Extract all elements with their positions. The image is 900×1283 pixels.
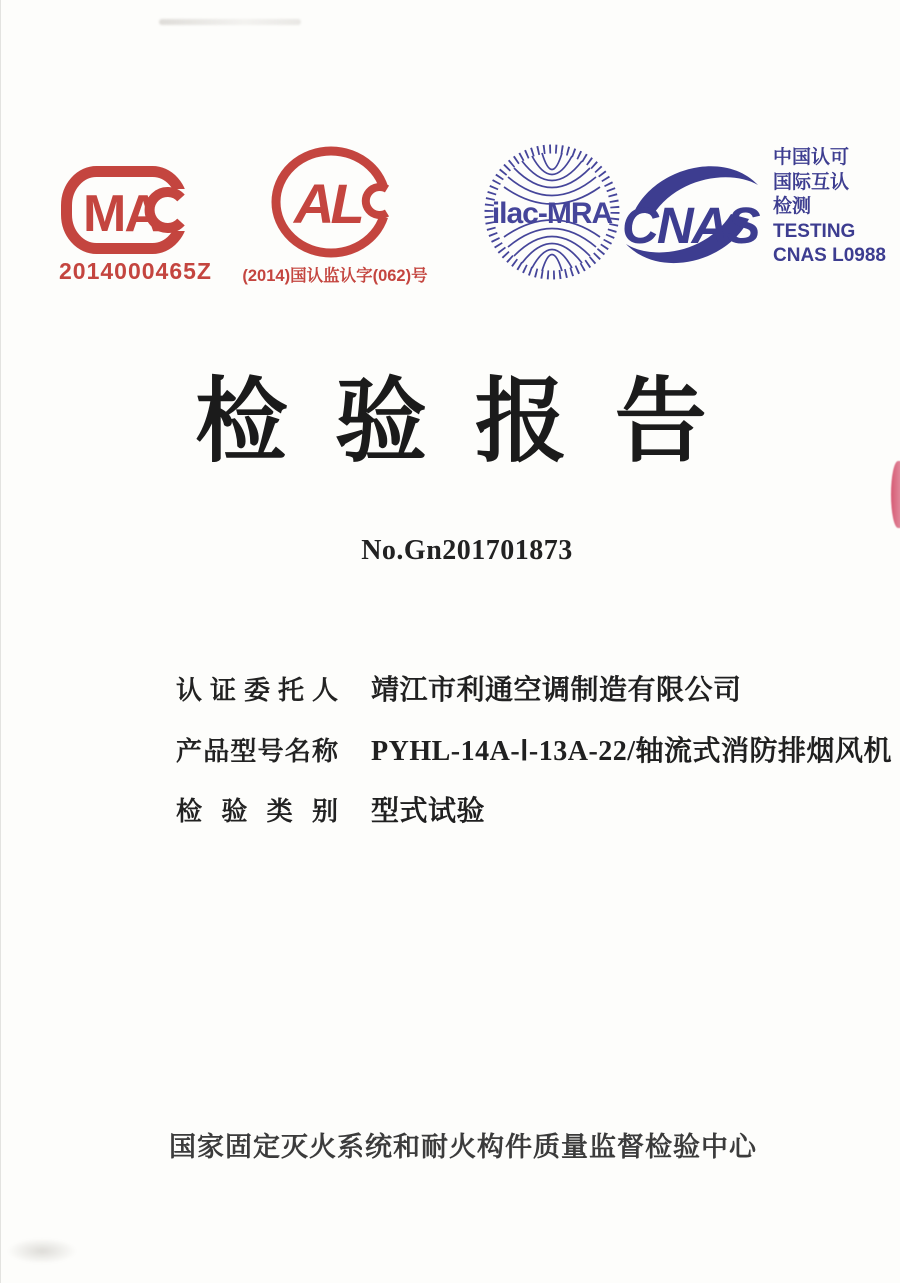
report-title: 检验报告: [195, 371, 755, 473]
cal-approval-number: (2014)国认监认字(062)号: [242, 267, 428, 285]
cma-logo-icon: [61, 166, 189, 254]
svg-text:CNAS: CNAS: [622, 197, 759, 254]
accreditation-line: 中国认可: [773, 147, 850, 168]
cal-logo-icon: [269, 146, 395, 262]
svg-text:ilac-MRA: ilac-MRA: [491, 197, 613, 230]
accreditation-line: CNAS L0988: [773, 245, 886, 266]
report-number: No.Gn201701873: [361, 535, 573, 566]
accreditation-line: TESTING: [773, 220, 856, 242]
inspection-center-name: 国家固定灭火系统和耐火构件质量监督检验中心: [169, 1132, 757, 1162]
ilac-mra-logo-icon: [482, 135, 622, 289]
scan-smudge-top: [159, 19, 301, 25]
field-value-inspection-type: 型式试验: [371, 796, 486, 827]
field-label-applicant: 认 证 委 托 人: [176, 676, 338, 705]
cnas-logo-icon: [615, 155, 769, 275]
svg-text:AL: AL: [294, 172, 361, 235]
field-label-product-model: 产品型号名称: [176, 737, 338, 766]
scan-smudge-bottom: [7, 1238, 77, 1264]
cma-certificate-number: 2014000465Z: [59, 258, 212, 284]
accreditation-line: 检测: [773, 196, 812, 217]
accreditation-text-block: [773, 146, 898, 269]
accreditation-line: 国际互认: [773, 171, 850, 193]
field-value-product-model: PYHL-14A-Ⅰ-13A-22/轴流式消防排烟风机: [371, 736, 893, 767]
svg-text:MA: MA: [83, 185, 160, 243]
field-value-applicant: 靖江市利通空调制造有限公司: [371, 675, 742, 706]
field-row-applicant: [176, 668, 742, 708]
field-label-inspection-type: 检 验 类 别: [176, 797, 338, 826]
field-row-product-model: [176, 729, 892, 769]
field-row-inspection-type: [176, 789, 485, 829]
